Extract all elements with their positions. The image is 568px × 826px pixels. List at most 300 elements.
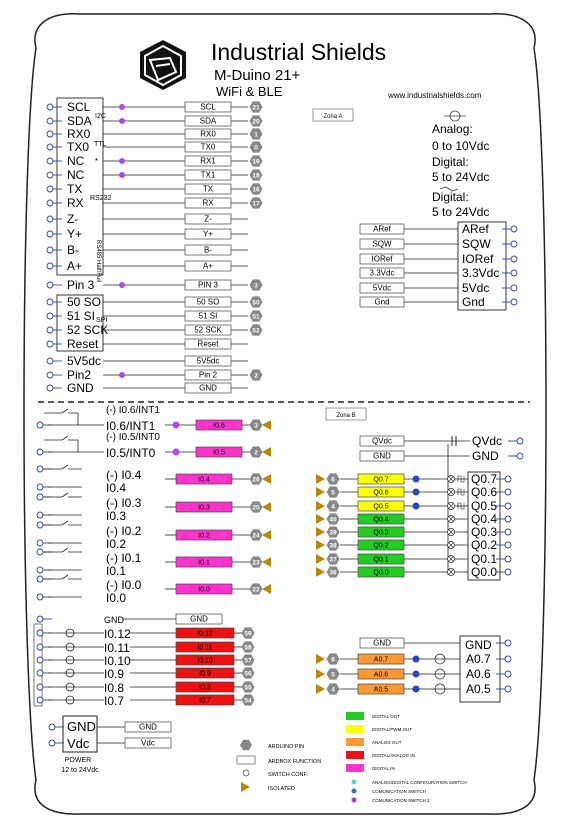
rs485-group-label: RS485 Half/Full	[95, 240, 101, 283]
analog-input-4-box-label: I0.8	[199, 684, 211, 692]
left-pin-12-switch-dot	[119, 282, 125, 288]
digital-output-4-terminal	[505, 529, 511, 535]
left-pin-2-pin-number: 1	[254, 131, 258, 139]
left-pin-7-pin-number: 17	[252, 200, 260, 208]
left-pin-5-box-label: TX1	[200, 170, 216, 180]
left-pin-11-terminal	[47, 263, 53, 269]
int-input-1-box-label: I0.5	[213, 449, 225, 457]
left-pin-4-pin-number: 19	[252, 158, 260, 166]
left-pin-7-label: RX	[67, 196, 84, 210]
nc-marker: *	[95, 157, 99, 166]
digital-output-6-label: Q0.1	[471, 552, 498, 566]
digital-input-0-neg-terminal	[37, 466, 43, 472]
int-input-0-sublabel: (-) I0.6/INT1	[106, 405, 160, 416]
right-pin-2-label: IORef	[462, 252, 494, 266]
analog-output-0-switch-dot	[413, 656, 420, 663]
power-gnd-box-label: GND	[139, 722, 157, 732]
digital-input-1-pin-number: 25	[252, 504, 260, 512]
legend-hex-icon	[240, 740, 252, 750]
left-pin-1-pin-number: 20	[252, 118, 260, 126]
digital-input-0-switch-icon	[44, 465, 82, 469]
left-pin-18-box-label: Pin 2	[198, 370, 218, 380]
digital-output-0-isolated-icon	[316, 474, 325, 484]
digital-input-2-label: I0.2	[106, 537, 127, 551]
left-pin-15-pin-number: 52	[252, 327, 260, 335]
legend-color-2-icon	[346, 738, 364, 746]
zone-a-label: Zona A	[323, 114, 343, 120]
digital-output-5-box-label: Q0.2	[373, 542, 389, 550]
analog-input-3-pin-number: 56	[244, 670, 252, 678]
left-pin-12-pin-number: 3	[254, 282, 258, 290]
digital-output-2-isolated-icon	[316, 501, 325, 511]
output-supply-0-box-label: QVdc	[371, 436, 393, 446]
right-pin-5-label: Gnd	[462, 295, 485, 309]
left-pin-1-terminal	[47, 118, 53, 124]
right-pin-0-label: ARef	[462, 222, 489, 236]
analog-output-2-label: A0.5	[466, 682, 491, 696]
legend-circle-icon	[243, 770, 249, 776]
analog-input-1-box-label: I0.11	[197, 644, 213, 652]
digital-output-0-label: Q0.7	[471, 472, 498, 486]
digital-input-2-box-label: I0.2	[198, 532, 210, 540]
left-pin-2-box-label: RX0	[200, 129, 216, 139]
signal-type-note	[432, 111, 489, 219]
left-pin-12-box-label: PIN 3	[197, 280, 219, 290]
left-pin-15-label: 52 SCK	[67, 323, 109, 337]
analog-input-5-label: I0.7	[104, 694, 125, 708]
left-pin-0-switch-dot	[119, 104, 125, 110]
left-pin-6-pin-number: 16	[252, 186, 260, 194]
digital-input-4-switch-icon	[44, 575, 82, 579]
digital-input-1-isolated-icon	[262, 502, 271, 512]
left-pin-12-label: Pin 3	[67, 278, 95, 292]
left-pin-4-box-label: RX1	[200, 156, 216, 166]
left-pin-1-box-label: SDA	[199, 116, 217, 126]
analog-output-gnd-box-label: GND	[373, 638, 391, 648]
left-pin-3-box-label: TX0	[200, 142, 216, 152]
digital-output-4-pin-number: 39	[329, 529, 337, 537]
logo-icon	[140, 40, 186, 90]
int-input-0-switch-icon	[44, 409, 78, 425]
right-pin-2-box-label: IORef	[371, 254, 393, 264]
legend-hex-label: ARDUINO PIN	[268, 744, 305, 750]
output-supply-1-box-label: GND	[373, 451, 391, 461]
right-pin-4-box-label: 5Vdc	[372, 283, 392, 293]
legend-color-4-label: DIGITAL IN	[372, 766, 395, 771]
right-pin-1-label: SQW	[462, 237, 491, 251]
digital-output-0-switch-dot	[413, 476, 420, 483]
right-pin-3-box-label: 3.3Vdc	[369, 268, 395, 278]
digital-input-1-sublabel: (-) I0.3	[106, 496, 142, 510]
output-supply-0-label: QVdc	[472, 434, 503, 448]
analog-output-2-terminal	[505, 686, 511, 692]
digital-input-3-pin-number: 23	[252, 559, 260, 567]
left-pin-0-terminal	[47, 104, 53, 110]
analog-output-2-switch-dot	[413, 686, 420, 693]
digital-output-1-terminal	[505, 489, 511, 495]
legend-color-0-label: DIGITAL OUT	[372, 714, 400, 719]
analog-input-5-terminal	[37, 697, 43, 703]
digital-output-1-box-label: Q0.6	[373, 489, 389, 497]
left-pin-6-box-label: TX	[202, 184, 214, 194]
power-vdc-box-label: Vdc	[141, 738, 155, 748]
left-pin-4-label: NC	[67, 154, 85, 168]
digital-input-4-neg-terminal	[37, 576, 43, 582]
analog-input-0-box-label: I0.12	[197, 630, 213, 638]
digital-input-3-box-label: I0.1	[198, 559, 210, 567]
digital-output-3-terminal	[505, 516, 511, 522]
digital-input-4-isolated-icon	[262, 584, 271, 594]
digital-input-3-switch-icon	[44, 548, 82, 552]
website-url: www.industrialshields.com	[388, 91, 482, 100]
legend-color-2-label: ANALOG OUT	[372, 740, 402, 745]
digital-input-2-neg-terminal	[37, 522, 43, 528]
analog-input-5-box-label: I0.7	[199, 697, 211, 705]
digital-input-2-isolated-icon	[262, 530, 271, 540]
right-pin-5-box-label: Gnd	[374, 297, 390, 307]
int-input-0-isolated-icon	[262, 420, 271, 430]
left-pin-14-box-label: 51 SI	[198, 311, 218, 321]
left-pin-13-box-label: 50 SO	[196, 297, 220, 307]
analog-output-1-pin-number: 5	[331, 671, 335, 679]
digital-input-2-switch-icon	[44, 521, 82, 525]
svg-text:Digital:: Digital:	[432, 190, 469, 204]
left-pin-18-pin-number: 2	[254, 372, 258, 380]
legend-box-icon	[237, 756, 255, 764]
model-title: M-Duino 21+	[214, 67, 301, 84]
right-pin-4-label: 5Vdc	[462, 281, 490, 295]
int-input-1-label: I0.5/INT0	[106, 446, 156, 460]
analog-input-3-label: I0.9	[104, 667, 125, 681]
int-input-1-switch-icon	[44, 436, 78, 452]
left-pin-7-terminal	[47, 200, 53, 206]
analog-output-1-box-label: A0.6	[373, 671, 389, 679]
legend-color-3-label: DIGITAL/ANALOG IN	[372, 753, 415, 758]
int-input-1-sublabel: (-) I0.5/INT0	[106, 432, 160, 443]
legend-color-7-label: COMUNICATION SWITCH 2	[372, 798, 430, 803]
left-pin-8-label: Z-	[67, 212, 79, 226]
analog-output-2-pin-number: 4	[331, 686, 335, 694]
left-pin-13-pin-number: 50	[252, 299, 260, 307]
digital-input-2-sublabel: (-) I0.2	[106, 524, 142, 538]
legend-color-5-icon	[352, 780, 357, 785]
left-pin-4-switch-dot	[119, 158, 125, 164]
spi-group-label: SPI	[96, 317, 108, 324]
analog-output-1-switch-dot	[413, 671, 420, 678]
left-pin-19-terminal	[47, 385, 53, 391]
int-input-0-label: I0.6/INT1	[106, 419, 156, 433]
svg-text:5 to 24Vdc: 5 to 24Vdc	[432, 205, 490, 219]
left-pin-18-terminal	[47, 372, 53, 378]
svg-text:0 to 10Vdc: 0 to 10Vdc	[432, 139, 490, 153]
analog-input-5-pin-number: 54	[244, 697, 252, 705]
digital-output-0-pin-number: 6	[331, 476, 335, 484]
digital-output-7-label: Q0.0	[471, 565, 498, 579]
int-input-0-box-label: I0.6	[213, 422, 225, 430]
left-pin-1-label: SDA	[67, 114, 92, 128]
analog-input-gnd-box-label: GND	[190, 614, 208, 624]
legend-color-3-icon	[346, 751, 364, 759]
digital-output-6-box-label: Q0.1	[373, 556, 389, 564]
digital-output-0-terminal	[505, 476, 511, 482]
left-pin-5-pin-number: 18	[252, 172, 260, 180]
digital-output-7-box-label: Q0.0	[373, 569, 389, 577]
digital-output-2-label: Q0.5	[471, 499, 498, 513]
digital-input-2-pin-number: 24	[252, 532, 260, 540]
power-caption: POWER	[64, 757, 92, 764]
left-pin-16-terminal	[47, 341, 53, 347]
analog-input-4-label: I0.8	[104, 681, 125, 695]
left-pin-16-box-label: Reset	[197, 339, 219, 349]
power-vdc-label: Vdc	[67, 736, 90, 751]
int-input-1-switch-dot	[173, 449, 180, 456]
digital-input-0-pin-number: 26	[252, 476, 260, 484]
digital-output-3-isolated-icon	[316, 514, 325, 524]
svg-text:Analog:: Analog:	[432, 122, 473, 136]
left-pin-17-box-label: 5V5dc	[196, 356, 220, 366]
digital-input-0-isolated-icon	[262, 474, 271, 484]
analog-output-0-pin-number: 6	[331, 656, 335, 664]
int-input-1-terminal	[37, 449, 43, 455]
output-supply-1-label: GND	[472, 449, 499, 463]
digital-output-6-terminal	[505, 556, 511, 562]
digital-output-3-label: Q0.4	[471, 512, 498, 526]
digital-input-4-box-label: I0.0	[198, 586, 210, 594]
right-pin-1-terminal	[511, 241, 517, 247]
left-pin-2-terminal	[47, 131, 53, 137]
left-pin-13-label: 50 SO	[67, 295, 102, 309]
left-pin-18-switch-dot	[119, 372, 125, 378]
legend-color-5-label: ANALOG/DIGITAL CONFIGURATION SWITCH	[372, 780, 467, 785]
digital-output-1-pin-number: 5	[331, 489, 335, 497]
left-pin-12-terminal	[47, 282, 53, 288]
digital-input-0-sublabel: (-) I0.4	[106, 468, 142, 482]
right-pin-1-box-label: SQW	[372, 239, 392, 249]
left-pin-6-terminal	[47, 186, 53, 192]
digital-output-5-isolated-icon	[316, 540, 325, 550]
left-pin-10-terminal	[47, 247, 53, 253]
digital-output-1-label: Q0.6	[471, 485, 498, 499]
left-pin-7-box-label: RX	[202, 198, 214, 208]
digital-input-1-label: I0.3	[106, 509, 127, 523]
svg-text:Digital:: Digital:	[432, 155, 469, 169]
analog-input-0-pin-number: 59	[244, 630, 252, 638]
left-pin-17-terminal	[47, 358, 53, 364]
right-pin-3-terminal	[511, 270, 517, 276]
digital-output-4-box-label: Q0.3	[373, 529, 389, 537]
digital-input-4-label: I0.0	[106, 591, 127, 605]
variant-title: WiFi & BLE	[216, 84, 283, 99]
ttl-group-label: TTL	[94, 141, 107, 148]
left-pin-10-label: B-	[67, 243, 79, 257]
left-pin-11-box-label: A+	[202, 261, 214, 271]
legend-color-4-icon	[346, 764, 364, 772]
digital-input-0-box-label: I0.4	[198, 476, 210, 484]
analog-input-2-terminal	[37, 657, 43, 663]
digital-output-6-pin-number: 37	[329, 556, 337, 564]
left-pin-3-pin-number: 0	[254, 144, 258, 152]
analog-input-1-terminal	[37, 644, 43, 650]
analog-input-1-pin-number: 58	[244, 644, 252, 652]
left-pin-9-label: Y+	[67, 227, 83, 241]
left-pin-18-label: Pin2	[67, 368, 92, 382]
analog-input-0-label: I0.12	[104, 627, 131, 641]
svg-text:5 to 24Vdc: 5 to 24Vdc	[432, 170, 490, 184]
legend-triangle-icon	[241, 782, 250, 792]
left-pin-1-switch-dot	[119, 118, 125, 124]
digital-input-1-switch-icon	[44, 493, 82, 497]
analog-input-gnd-label: GND	[104, 615, 124, 625]
digital-input-1-box-label: I0.3	[198, 504, 210, 512]
analog-input-gnd-terminal	[37, 616, 43, 622]
digital-input-0-label: I0.4	[106, 481, 127, 495]
right-pin-2-terminal	[511, 256, 517, 262]
legend-color-6-label: COMUNICATION SWITCH	[372, 789, 426, 794]
analog-output-1-label: A0.6	[466, 667, 491, 681]
output-supply-0-terminal	[517, 438, 523, 444]
left-pin-10-box-label: B-	[204, 245, 212, 255]
legend-color-0-icon	[346, 712, 364, 720]
int-input-1-pin-number: 2	[254, 449, 258, 457]
left-pin-13-terminal	[47, 299, 53, 305]
left-pin-3-terminal	[47, 144, 53, 150]
left-pin-9-box-label: Y+	[202, 229, 214, 239]
digital-output-2-pin-number: 4	[331, 503, 335, 511]
left-pin-2-label: RX0	[67, 127, 91, 141]
digital-output-7-isolated-icon	[316, 567, 325, 577]
left-pin-9-terminal	[47, 231, 53, 237]
left-pin-15-terminal	[47, 327, 53, 333]
int-input-0-switch-dot	[173, 422, 180, 429]
left-pin-8-box-label: Z-	[204, 214, 212, 224]
analog-input-2-box-label: I0.10	[197, 657, 213, 665]
analog-input-3-terminal	[37, 670, 43, 676]
power-gnd-terminal	[49, 724, 55, 730]
int-input-1-isolated-icon	[262, 447, 271, 457]
legend-color-6-icon	[352, 789, 357, 794]
digital-input-1-terminal	[37, 512, 43, 518]
digital-input-3-isolated-icon	[262, 557, 271, 567]
legend-circle-label: SWITCH CONF.	[268, 772, 308, 778]
analog-output-gnd-terminal	[505, 640, 511, 646]
analog-output-2-isolated-icon	[316, 684, 325, 694]
analog-output-0-box-label: A0.7	[373, 656, 389, 664]
left-pin-16-label: Reset	[67, 337, 99, 351]
digital-output-5-terminal	[505, 542, 511, 548]
analog-input-0-terminal	[37, 630, 43, 636]
legend-color-7-icon	[352, 798, 357, 803]
left-pin-5-label: NC	[67, 168, 85, 182]
left-pin-11-label: A+	[67, 259, 83, 273]
legend-color-1-icon	[346, 725, 364, 733]
analog-input-2-label: I0.10	[104, 654, 131, 668]
analog-output-1-isolated-icon	[316, 669, 325, 679]
digital-output-5-pin-number: 38	[329, 542, 337, 550]
digital-output-6-isolated-icon	[316, 554, 325, 564]
digital-input-1-neg-terminal	[37, 494, 43, 500]
digital-input-3-label: I0.1	[106, 564, 127, 578]
analog-input-4-terminal	[37, 684, 43, 690]
rs232-group-label: RS232	[90, 195, 112, 202]
left-pin-3-label: TX0	[67, 140, 90, 154]
legend-color-1-label: DIGITAL/PWM OUT	[372, 727, 413, 732]
digital-output-7-terminal	[505, 569, 511, 575]
analog-input-1-label: I0.11	[104, 641, 130, 655]
digital-output-4-isolated-icon	[316, 527, 325, 537]
digital-output-1-isolated-icon	[316, 487, 325, 497]
digital-output-0-box-label: Q0.7	[373, 476, 389, 484]
left-pin-0-box-label: SCL	[200, 102, 216, 112]
digital-output-7-pin-number: 36	[329, 569, 337, 577]
left-pin-19-label: GND	[67, 381, 94, 395]
digital-input-3-sublabel: (-) I0.1	[106, 551, 142, 565]
analog-output-0-label: A0.7	[466, 652, 491, 666]
analog-input-2-pin-number: 57	[244, 657, 252, 665]
digital-input-4-sublabel: (-) I0.0	[106, 578, 142, 592]
left-pin-4-terminal	[47, 158, 53, 164]
left-pin-6-label: TX	[67, 182, 83, 196]
digital-output-1-switch-dot	[413, 489, 420, 496]
left-pin-19-box-label: GND	[199, 383, 217, 393]
right-pin-0-terminal	[511, 226, 517, 232]
digital-output-2-box-label: Q0.5	[373, 503, 389, 511]
left-pin-5-terminal	[47, 172, 53, 178]
digital-output-3-pin-number: 40	[329, 516, 337, 524]
analog-output-2-box-label: A0.5	[373, 686, 389, 694]
left-pin-14-terminal	[47, 313, 53, 319]
int-input-0-terminal	[37, 422, 43, 428]
left-pin-0-pin-number: 21	[252, 104, 260, 112]
digital-input-3-neg-terminal	[37, 549, 43, 555]
right-pin-3-label: 3.3Vdc	[462, 266, 500, 280]
analog-output-0-terminal	[505, 656, 511, 662]
digital-input-4-pin-number: 22	[252, 586, 260, 594]
digital-input-3-terminal	[37, 567, 43, 573]
power-gnd-label: GND	[67, 719, 96, 734]
power-vdc-terminal	[49, 740, 55, 746]
zone-b-label: Zona B	[336, 413, 356, 419]
brand-title: Industrial Shields	[211, 39, 387, 65]
digital-output-5-label: Q0.2	[471, 538, 498, 552]
analog-output-0-isolated-icon	[316, 654, 325, 664]
right-pin-0-box-label: ARef	[373, 224, 391, 234]
left-pin-5-switch-dot	[119, 172, 125, 178]
digital-input-2-terminal	[37, 540, 43, 546]
legend-box-label: ARDBOX FUNCTION	[268, 759, 322, 765]
left-pin-0-label: SCL	[67, 100, 91, 114]
i2c-group-label: I2C	[95, 113, 106, 120]
analog-input-3-box-label: I0.9	[199, 670, 211, 678]
digital-output-2-switch-dot	[413, 503, 420, 510]
left-pin-14-pin-number: 51	[252, 313, 260, 321]
output-supply-1-terminal	[517, 453, 523, 459]
left-pin-14-label: 51 SI	[67, 309, 96, 323]
digital-output-4-label: Q0.3	[471, 525, 498, 539]
analog-input-4-pin-number: 55	[244, 684, 252, 692]
analog-output-gnd-label: GND	[465, 638, 492, 652]
right-pin-4-terminal	[511, 285, 517, 291]
left-pin-8-terminal	[47, 216, 53, 222]
power-range-caption: 12 to 24Vdc	[61, 767, 99, 774]
digital-input-4-terminal	[37, 594, 43, 600]
digital-input-0-terminal	[37, 484, 43, 490]
left-pin-15-box-label: 52 SCK	[194, 325, 222, 335]
analog-output-1-terminal	[505, 671, 511, 677]
legend-triangle-label: ISOLATED	[268, 786, 295, 792]
int-input-0-pin-number: 3	[254, 422, 258, 430]
digital-output-2-terminal	[505, 503, 511, 509]
left-pin-17-label: 5V5dc	[67, 354, 102, 368]
